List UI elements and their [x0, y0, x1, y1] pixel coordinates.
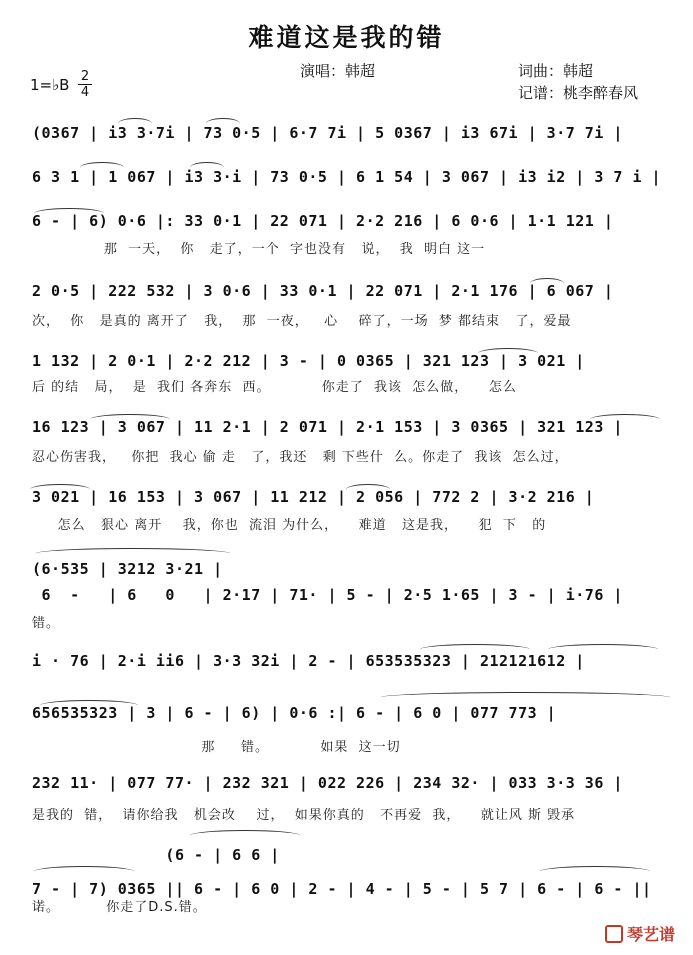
notes-line: (6·535 | 3212 3·21 | 6 - | 6 0 | 2·17 | 71· | 5 - | 2·5 1·65 | 3 - | i·76 |: [32, 560, 623, 604]
time-signature-top: 2: [80, 69, 90, 84]
slur-mark: [36, 548, 230, 559]
notes-line: 3 021 | 16 153 | 3 067 | 11 212 | 2 056 | 772 2 | 3·2 216 |: [32, 488, 595, 506]
lyrics-line: 那 错。 如果 这一切: [32, 740, 401, 755]
lyrics-line: 错。: [32, 616, 61, 631]
slur-mark: [206, 118, 240, 129]
composer-credit: 词曲：韩超: [518, 62, 594, 80]
slur-mark: [530, 278, 564, 289]
notes-line: 656535323 | 3 | 6 - | 6) | 0·6 :| 6 - | 6 0 | 077 773 |: [32, 704, 557, 722]
notes-line: 1 132 | 2 0·1 | 2·2 212 | 3 - | 0 0365 | 321 123 | 3 021 |: [32, 352, 585, 370]
lyrics-line: 诺。 你走了D.S.错。: [32, 900, 207, 915]
slur-mark: [34, 208, 104, 219]
singer-credit: 演唱：韩超: [300, 62, 376, 80]
transcriber-credit: 记谱：桃李醉春风: [518, 84, 639, 102]
slur-mark: [34, 866, 134, 877]
notes-line: (6 - | 6 6 | 7 - | 7) 0365 || 6 - | 6 0 | 2 - | 4 - | 5 - | 5 7 | 6 - | 6 - ||: [32, 846, 652, 898]
notes-line: (0367 | i3 3·7i | 73 0·5 | 6·7 7i | 5 0367 | i3 67i | 3·7 7i |: [32, 124, 623, 142]
slur-mark: [30, 484, 90, 495]
slur-mark: [420, 644, 530, 655]
song-title: 难道这是我的错: [248, 23, 445, 52]
lyrics-line: 次， 你 是真的 离开了 我， 那 一夜， 心 碎了，一场 梦 都结束 了，爱最: [32, 314, 572, 329]
slur-mark: [90, 414, 170, 425]
notes-line: 16 123 | 3 067 | 11 2·1 | 2 071 | 2·1 153 | 3 0365 | 321 123 |: [32, 418, 623, 436]
notes-line: 6 3 1 | 1 067 | i3 3·i | 73 0·5 | 6 1 54 | 3 067 | i3 i2 | 3 7 i |: [32, 168, 662, 186]
slur-mark: [590, 414, 660, 425]
lyrics-line: 那 一天， 你 走了，一个 字也没有 说， 我 明白 这一: [32, 242, 486, 257]
slur-mark: [190, 830, 300, 841]
slur-mark: [346, 484, 390, 495]
slur-mark: [190, 162, 224, 173]
notes-line: i · 76 | 2·i ii6 | 3·3 32i | 2 - | 653535323 | 212121612 |: [32, 652, 585, 670]
slur-mark: [478, 348, 538, 359]
slur-mark: [118, 118, 152, 129]
key-signature: 1=♭B: [30, 76, 70, 94]
notes-line: 232 11· | 077 77· | 232 321 | 022 226 | 234 32· | 033 3·3 36 |: [32, 774, 623, 792]
slur-mark: [380, 692, 670, 703]
lyrics-line: 怎么 狠心 离开 我，你也 流泪 为什么， 难道 这是我， 犯 下 的: [32, 518, 547, 533]
slur-mark: [548, 644, 658, 655]
time-signature: [78, 70, 92, 99]
notes-line: 2 0·5 | 222 532 | 3 0·6 | 33 0·1 | 22 071 | 2·1 176 | 6 067 |: [32, 282, 614, 300]
slur-mark: [40, 700, 138, 711]
lyrics-line: 后 的结 局， 是 我们 各奔东 西。 你走了 我该 怎么做， 怎么: [32, 380, 517, 395]
notes-line: 6 - | 6) 0·6 |: 33 0·1 | 22 071 | 2·2 216 | 6 0·6 | 1·1 121 |: [32, 212, 614, 230]
logo-icon: [605, 925, 623, 943]
slur-mark: [80, 162, 124, 173]
time-signature-bottom: 4: [80, 85, 90, 100]
watermark-logo: [605, 922, 675, 945]
lyrics-line: 忍心伤害我， 你把 我心 偷 走 了，我还 剩 下些什 么。你走了 我该 怎么过，: [32, 450, 569, 465]
lyrics-line: 是我的 错， 请你给我 机会改 过， 如果你真的 不再爱 我， 就让风 斯 毁承: [32, 808, 576, 823]
slur-mark: [540, 866, 650, 877]
watermark-text: 琴艺谱: [626, 925, 675, 944]
